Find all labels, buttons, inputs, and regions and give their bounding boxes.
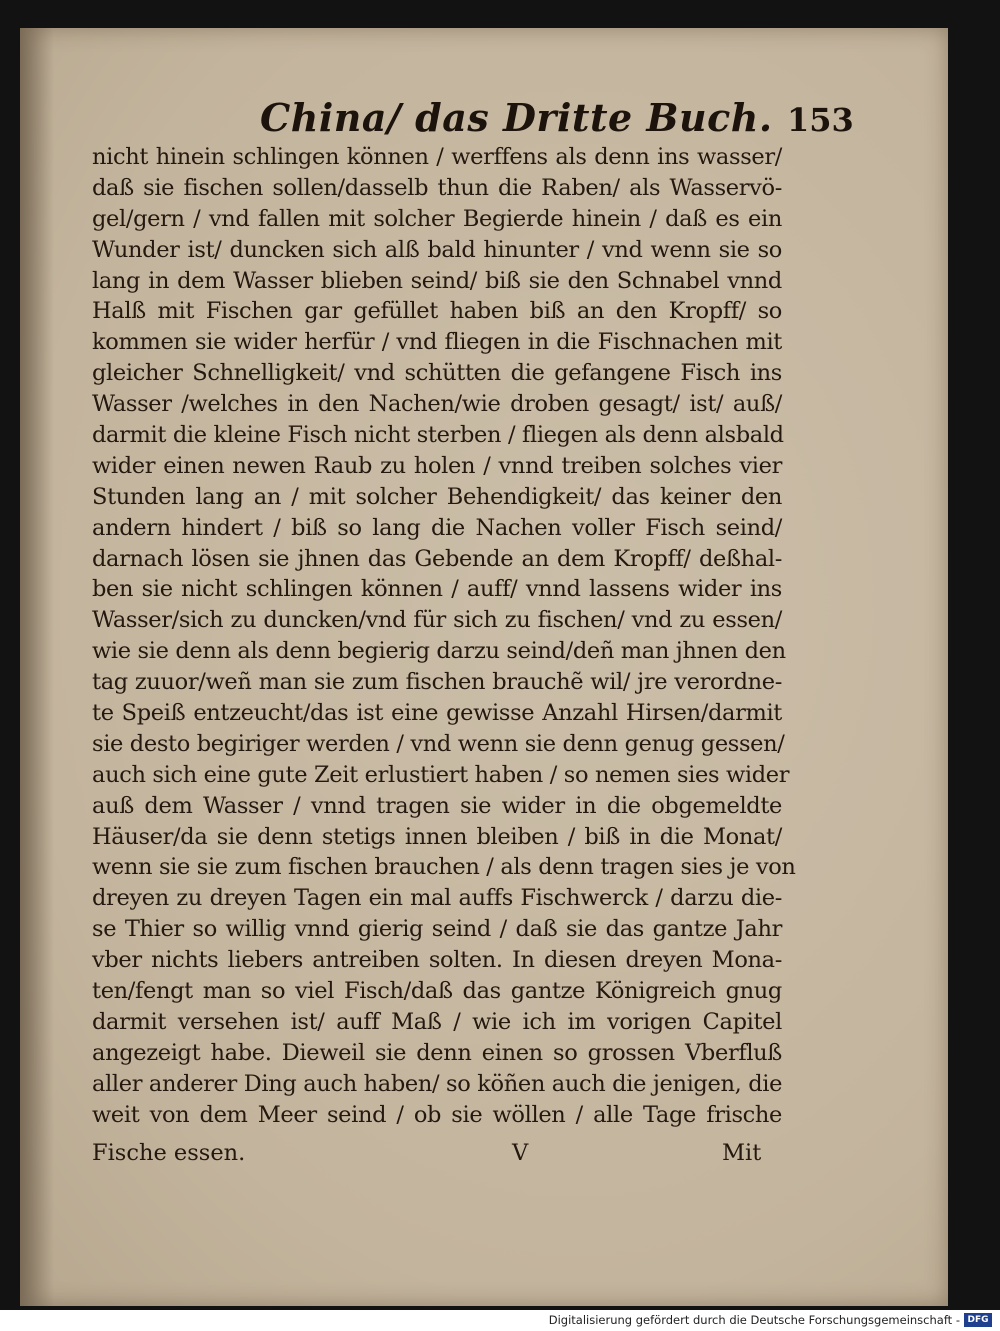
text-line: Halß mit Fischen gar gefüllet haben biß an den Kropff/ so [92,298,782,325]
text-line: daß sie fischen sollen/dasselb thun die Raben/ als Wasservö- [92,174,782,201]
signature-mark: V [512,1140,529,1166]
text-line: gel/gern / vnd fallen mit solcher Begierde hinein / daß es ein [92,205,782,232]
text-line: se Thier so willig vnnd gierig seind / daß sie das gantze Jahr [92,916,782,943]
text-line: nicht hinein schlingen können / werffens als denn ins wasser/ [92,144,782,170]
text-line: andern hindert / biß so lang die Nachen voller Fisch seind/ [92,514,782,541]
text-line: kommen sie wider herfür / vnd fliegen in die Fischnachen mit [92,329,782,356]
text-line: Wasser /welches in den Nachen/wie droben gesagt/ ist/ auß/ [92,391,782,418]
text-line: Häuser/da sie denn stetigs innen bleiben / biß in die Monat/ [92,823,782,850]
text-line: wenn sie sie zum fischen brauchen / als denn tragen sies je von [92,854,796,881]
text-line: tag zuuor/weñ man sie zum fischen brauchẽ wil/ jre verordne- [92,669,782,696]
page-gutter-shadow [20,28,54,1306]
text-line: wie sie denn als denn begierig darzu seind/deñ man jhnen den [92,638,786,665]
running-title: China/ das Dritte Buch. [260,95,773,140]
text-line: darnach lösen sie jhnen das Gebende an dem Kropff/ deßhal- [92,545,782,572]
text-line: weit von dem Meer seind / ob sie wöllen / alle Tage frische [92,1101,782,1128]
text-line: aller anderer Ding auch haben/ so köñen auch die jenigen, die [92,1070,783,1097]
text-line: gleicher Schnelligkeit/ vnd schütten die gefangene Fisch ins [92,360,782,387]
text-line: vber nichts liebers antreiben solten. In diesen dreyen Mona- [92,947,782,974]
text-line: sie desto begiriger werden / vnd wenn sie denn genug gessen/ [92,730,785,757]
dfg-logo: DFG [964,1313,992,1327]
text-line: Stunden lang an / mit solcher Behendigkeit/ das keiner den [92,483,782,510]
text-line: darmit die kleine Fisch nicht sterben / fliegen als denn alsbald [92,422,784,449]
body-text [92,142,796,1131]
page-number: 153 [787,101,854,139]
text-line: te Speiß entzeucht/das ist eine gewisse Anzahl Hirsen/darmit [92,700,782,727]
text-line: wider einen newen Raub zu holen / vnnd treiben solches vier [92,452,782,479]
closing-text: Fische essen. [92,1140,246,1166]
footer-bar [0,1310,1000,1331]
catchword: Mit [722,1140,762,1166]
text-line: darmit versehen ist/ auff Maß / wie ich im vorigen Capitel [92,1008,782,1035]
text-line: angezeigt habe. Dieweil sie denn einen so grossen Vberfluß [92,1039,782,1066]
text-line: lang in dem Wasser blieben seind/ biß sie den Schnabel vnnd [92,267,782,294]
last-line [92,1140,772,1172]
text-line: auß dem Wasser / vnnd tragen sie wider in die obgemeldte [92,792,782,819]
text-line: ben sie nicht schlingen können / auff/ vnnd lassens wider ins [92,576,782,603]
text-line: Wasser/sich zu duncken/vnd für sich zu fischen/ vnd zu essen/ [92,607,782,634]
text-line: auch sich eine gute Zeit erlustiert haben / so nemen sies wider [92,761,790,788]
text-line: Wunder ist/ duncken sich alß bald hinunter / vnd wenn sie so [92,236,782,263]
text-line: ten/fengt man so viel Fisch/daß das gantze Königreich gnug [92,978,782,1005]
funding-credit: Digitalisierung gefördert durch die Deutsche Forschungsgemeinschaft - [548,1313,960,1327]
text-line: dreyen zu dreyen Tagen ein mal auffs Fischwerck / darzu die- [92,885,782,912]
